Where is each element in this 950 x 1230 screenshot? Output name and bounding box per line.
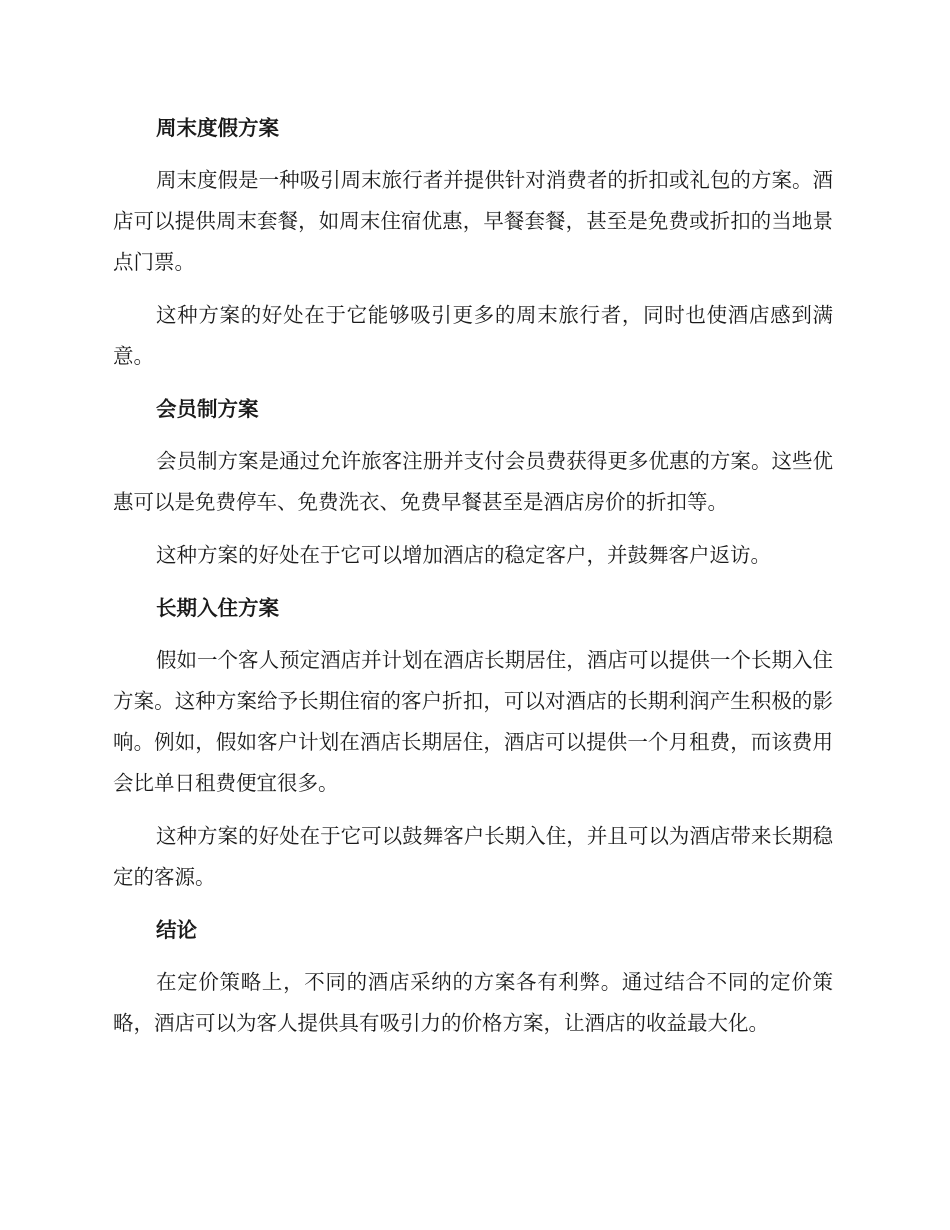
paragraph-membership-description: 会员制方案是通过允许旅客注册并支付会员费获得更多优惠的方案。这些优惠可以是免费停车、免费洗衣、免费早餐甚至是酒店房价的折扣等。 xyxy=(113,449,833,514)
paragraph-membership-benefit: 这种方案的好处在于它可以增加酒店的稳定客户，并鼓舞客户返访。 xyxy=(156,543,771,567)
section-heading-weekend: 周末度假方案 xyxy=(156,116,279,140)
paragraph-conclusion: 在定价策略上，不同的酒店采纳的方案各有利弊。通过结合不同的定价策略，酒店可以为客人提供具有吸引力的价格方案，让酒店的收益最大化。 xyxy=(113,970,833,1035)
paragraph-weekend-benefit: 这种方案的好处在于它能够吸引更多的周末旅行者，同时也使酒店感到满意。 xyxy=(113,303,833,368)
paragraph-weekend-description: 周末度假是一种吸引周末旅行者并提供针对消费者的折扣或礼包的方案。酒店可以提供周末套餐，如周末住宿优惠，早餐套餐，甚至是免费或折扣的当地景点门票。 xyxy=(113,168,833,274)
section-heading-conclusion: 结论 xyxy=(156,918,197,942)
section-heading-long-stay: 长期入住方案 xyxy=(156,596,279,620)
section-heading-membership: 会员制方案 xyxy=(156,397,259,421)
paragraph-long-stay-benefit: 这种方案的好处在于它可以鼓舞客户长期入住，并且可以为酒店带来长期稳定的客源。 xyxy=(113,824,833,889)
paragraph-long-stay-description: 假如一个客人预定酒店并计划在酒店长期居住，酒店可以提供一个长期入住方案。这种方案给予长期住宿的客户折扣，可以对酒店的长期利润产生积极的影响。例如，假如客户计划在酒店长期居住，酒店可以提供一个月租费，而该费用会比单日租费便宜很多。 xyxy=(113,648,833,795)
document-page xyxy=(113,108,833,1044)
